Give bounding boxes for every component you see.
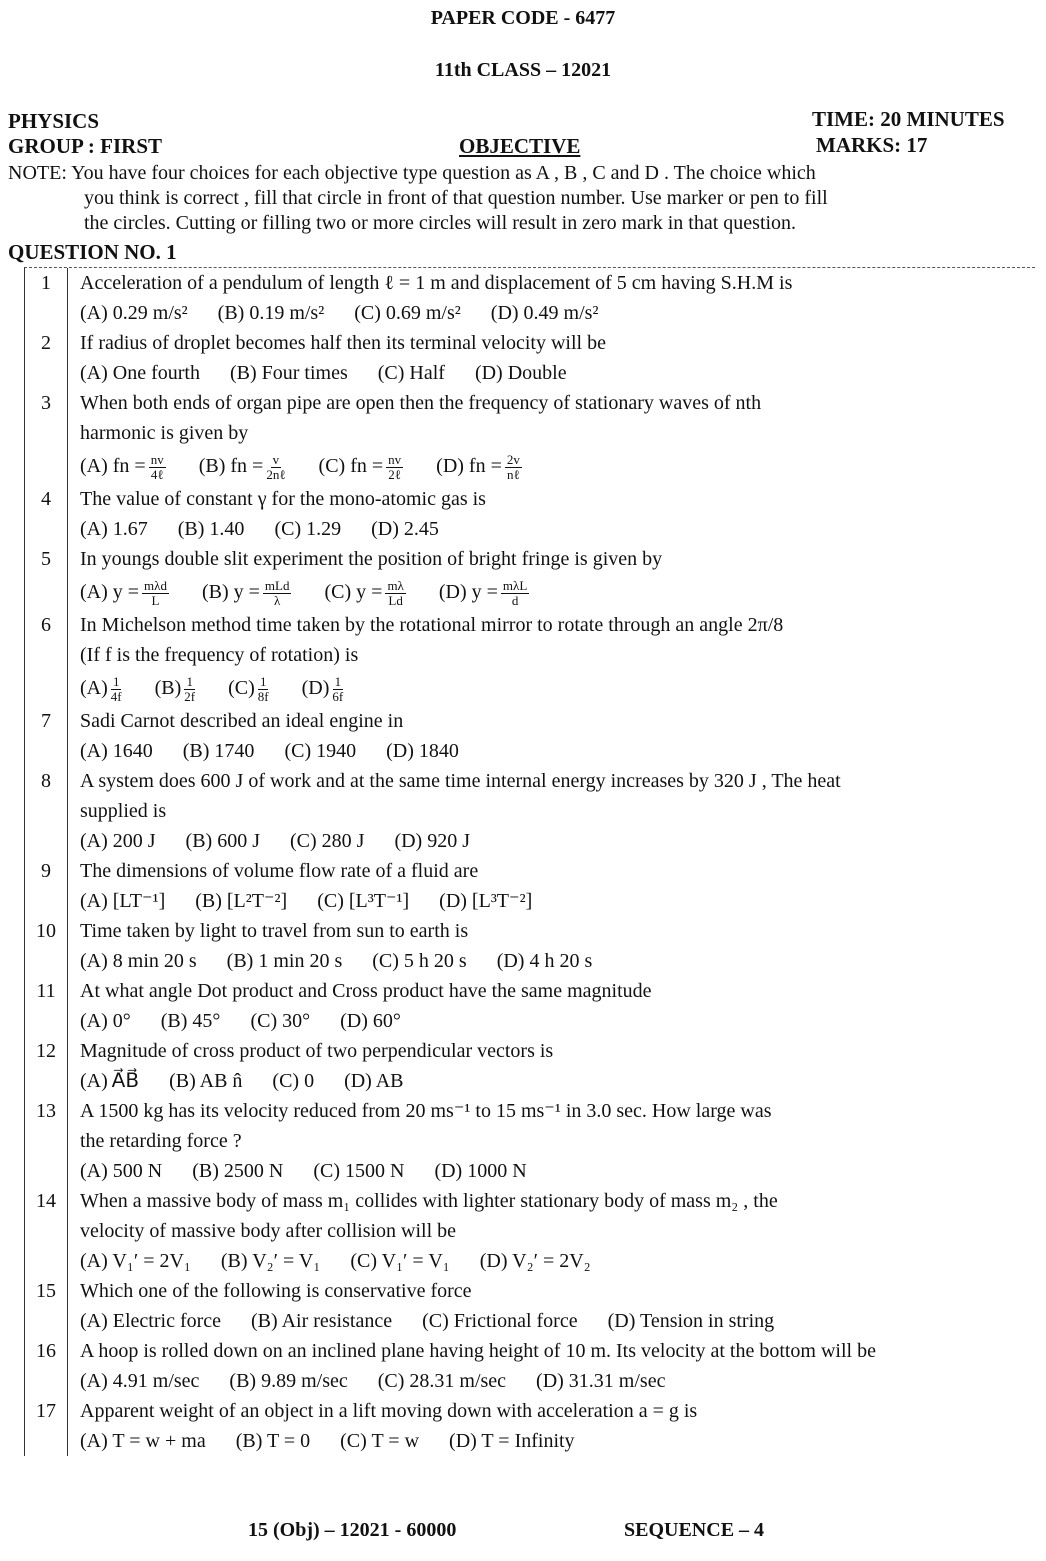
question-number: 8 <box>25 766 68 856</box>
option-label: (D) y = <box>438 581 498 603</box>
option-a <box>80 946 197 976</box>
numerator: 1 <box>186 673 193 689</box>
question-number: 14 <box>25 1186 68 1276</box>
option-b <box>251 1306 392 1336</box>
option-b <box>183 736 255 766</box>
question-row <box>25 484 1035 544</box>
question-number: 10 <box>25 916 68 976</box>
option-a <box>80 1426 206 1456</box>
fraction <box>263 579 292 608</box>
question-text: The dimensions of volume flow rate of a fluid are <box>80 860 479 882</box>
question-text: A system does 600 J of work and at the same time internal energy increases by 320 J , The heat <box>80 770 841 792</box>
option-b <box>192 1156 283 1186</box>
question-number: 6 <box>25 610 68 706</box>
fraction <box>332 675 343 704</box>
question-text: (If f is the frequency of rotation) is <box>80 644 359 666</box>
option-a <box>80 736 153 766</box>
option-label: (A) 0.29 m/s² <box>80 302 188 324</box>
option-label: (A) 1640 <box>80 740 153 762</box>
option-label: (D) T = Infinity <box>449 1430 575 1452</box>
question-text: The value of constant γ for the mono-atomic gas is <box>80 488 486 510</box>
numerator: mλd <box>144 577 167 593</box>
note <box>8 161 1008 236</box>
question-text: A hoop is rolled down on an inclined plane having height of 10 m. Its velocity at the bottom will be <box>80 1340 876 1362</box>
option-b <box>218 298 325 328</box>
options <box>80 358 1035 388</box>
option-a <box>80 1306 221 1336</box>
option-d <box>491 298 599 328</box>
question-body <box>68 268 1035 328</box>
denominator: 2ℓ <box>388 466 402 482</box>
option-c <box>422 1306 578 1336</box>
option-label: (D) 0.49 m/s² <box>490 302 599 324</box>
option-label: (D) 920 J <box>394 830 470 852</box>
option-a <box>80 670 125 706</box>
option-label: (C) 1500 N <box>313 1160 405 1182</box>
marks: MARKS: 17 <box>816 133 928 157</box>
option-c <box>324 574 408 610</box>
option-a <box>80 886 165 916</box>
option-label: (A) Electric force <box>80 1310 222 1332</box>
option-label: (B) Four times <box>229 362 348 384</box>
options <box>80 1366 1035 1396</box>
class-title: 11th CLASS – 12021 <box>434 59 612 81</box>
options <box>80 574 1035 610</box>
fraction <box>184 675 195 704</box>
numerator: mLd <box>264 577 290 593</box>
option-label: (A) [LT⁻¹] <box>80 890 166 912</box>
subject: PHYSICS <box>8 109 100 133</box>
option-d <box>497 946 593 976</box>
options <box>80 448 1035 484</box>
question-row <box>25 544 1035 610</box>
question-text: If radius of droplet becomes half then its terminal velocity will be <box>80 332 606 354</box>
question-body <box>68 1036 1035 1096</box>
option-label: (C) 5 h 20 s <box>372 950 467 972</box>
option-label: (D) [L³T⁻²] <box>439 890 533 912</box>
option-label: (C) Frictional force <box>422 1310 578 1332</box>
option-label: (A) T = w + ma <box>80 1430 206 1452</box>
question-text: supplied is <box>80 800 167 822</box>
fraction <box>258 675 269 704</box>
option-d <box>344 1066 403 1096</box>
option-label: (B) 1 min 20 s <box>226 950 343 972</box>
option-b <box>230 358 348 388</box>
numerator: 2v <box>506 451 520 467</box>
question-body <box>68 388 1035 484</box>
option-c <box>313 1156 404 1186</box>
option-label: (A) A⃗B⃗ <box>80 1070 140 1092</box>
option-label: (C) [L³T⁻¹] <box>317 890 410 912</box>
option-a <box>80 826 156 856</box>
option-label: (D) 1000 N <box>434 1160 527 1182</box>
option-b <box>195 886 287 916</box>
question-row <box>25 916 1035 976</box>
question-body <box>68 1336 1035 1396</box>
question-body <box>68 916 1035 976</box>
question-text: When a massive body of mass m₁ collides with lighter stationary body of mass m₂ , the <box>80 1190 778 1212</box>
option-c <box>284 736 356 766</box>
question-row <box>25 1036 1035 1096</box>
option-a <box>80 358 200 388</box>
question-number: 9 <box>25 856 68 916</box>
question-number: 15 <box>25 1276 68 1336</box>
option-label: (D) 4 h 20 s <box>496 950 593 972</box>
question-row <box>25 388 1035 484</box>
option-label: (D) V₂′ = 2V₂ <box>479 1250 591 1272</box>
question-body <box>68 1096 1035 1186</box>
option-label: (C) 1.29 <box>274 518 342 540</box>
denominator: 6f <box>332 688 344 704</box>
option-label: (B) 9.89 m/sec <box>229 1370 348 1392</box>
footer-sequence: SEQUENCE – 4 <box>624 1519 765 1541</box>
denominator: Ld <box>388 592 403 608</box>
question-row <box>25 328 1035 388</box>
numerator: nv <box>150 451 164 467</box>
option-label: (C) V₁′ = V₁ <box>350 1250 450 1272</box>
question-number: 7 <box>25 706 68 766</box>
question-row <box>25 268 1035 328</box>
option-label: (C) 280 J <box>290 830 365 852</box>
question-text: harmonic is given by <box>80 422 249 444</box>
option-d <box>439 886 532 916</box>
option-label: (D) fn = <box>436 455 502 477</box>
numerator: 1 <box>112 673 120 689</box>
question-text: A 1500 kg has its velocity reduced from 20 ms⁻¹ to 15 ms⁻¹ in 3.0 sec. How large was <box>80 1100 772 1122</box>
question-number: 2 <box>25 328 68 388</box>
option-d <box>434 1156 526 1186</box>
note-line: you think is correct , fill that circle in front of that question number. Use marker or pen to fill <box>84 187 828 209</box>
denominator: nℓ <box>506 466 520 482</box>
options <box>80 946 1035 976</box>
option-b <box>202 574 295 610</box>
option-b <box>227 946 343 976</box>
group: GROUP : FIRST <box>8 134 163 158</box>
option-label: (B) y = <box>201 581 260 603</box>
question-text: the retarding force ? <box>80 1130 242 1152</box>
option-label: (B) 600 J <box>185 830 260 852</box>
option-label: (C) fn = <box>318 455 384 477</box>
options <box>80 886 1035 916</box>
question-row <box>25 1186 1035 1276</box>
question-text: Acceleration of a pendulum of length ℓ = 1 m and displacement of 5 cm having S.H.M is <box>80 272 793 294</box>
options <box>80 1426 1035 1456</box>
footer-code: 15 (Obj) – 12021 - 60000 <box>248 1519 457 1541</box>
question-text: In Michelson method time taken by the rotational mirror to rotate through an angle 2π/8 <box>80 614 784 636</box>
numerator: v <box>272 451 280 467</box>
denominator: 2nℓ <box>266 466 286 482</box>
question-body <box>68 976 1035 1036</box>
option-a <box>80 1366 199 1396</box>
option-label: (B) 45° <box>160 1010 221 1032</box>
question-row <box>25 610 1035 706</box>
option-c <box>372 946 466 976</box>
options <box>80 298 1035 328</box>
option-c <box>354 298 461 328</box>
options <box>80 514 1035 544</box>
option-label: (D) Tension in string <box>607 1310 775 1332</box>
question-row <box>25 856 1035 916</box>
option-label: (B) V₂′ = V₁ <box>220 1250 321 1272</box>
time: TIME: 20 MINUTES <box>812 107 1005 131</box>
option-label: (A) 0° <box>80 1010 131 1032</box>
question-number: 13 <box>25 1096 68 1186</box>
fraction <box>501 579 529 608</box>
option-d <box>449 1426 575 1456</box>
paper-code: PAPER CODE - 6477 <box>430 7 616 29</box>
denominator: λ <box>274 592 281 608</box>
option-label: (C) 28.31 m/sec <box>377 1370 507 1392</box>
question-title: QUESTION NO. 1 <box>8 240 177 264</box>
question-row <box>25 976 1035 1036</box>
option-label: (D) <box>301 677 330 699</box>
option-b <box>178 514 245 544</box>
questions-table <box>24 267 1035 1456</box>
option-a <box>80 514 148 544</box>
options <box>80 670 1035 706</box>
option-b <box>221 1246 320 1276</box>
question-row <box>25 1096 1035 1186</box>
option-label: (A) V₁′ = 2V₁ <box>80 1250 191 1272</box>
option-label: (A) y = <box>80 581 140 603</box>
denominator: 4ℓ <box>150 466 164 482</box>
option-b <box>186 826 260 856</box>
fraction <box>386 453 403 482</box>
option-b <box>229 1366 347 1396</box>
fraction <box>266 453 285 482</box>
question-row <box>25 1396 1035 1456</box>
option-label: (B) T = 0 <box>235 1430 311 1452</box>
question-text: Magnitude of cross product of two perpendicular vectors is <box>80 1040 554 1062</box>
option-c <box>378 358 445 388</box>
options <box>80 1156 1035 1186</box>
option-a <box>80 1066 139 1096</box>
question-body <box>68 1276 1035 1336</box>
option-label: (D) AB <box>344 1070 404 1092</box>
question-body <box>68 766 1035 856</box>
question-text: Which one of the following is conservative force <box>80 1280 472 1302</box>
section-title: OBJECTIVE <box>459 134 581 158</box>
question-body <box>68 856 1035 916</box>
option-a <box>80 1156 162 1186</box>
option-label: (C) 0.69 m/s² <box>354 302 461 324</box>
option-c <box>274 514 341 544</box>
option-label: (C) 0 <box>272 1070 315 1092</box>
option-b <box>236 1426 310 1456</box>
option-label: (A) One fourth <box>80 362 200 384</box>
option-c <box>378 1366 506 1396</box>
option-label: (B) 2500 N <box>192 1160 284 1182</box>
question-text: velocity of massive body after collision will be <box>80 1220 457 1242</box>
option-label: (B) <box>154 677 182 699</box>
option-d <box>480 1246 591 1276</box>
option-label: (B) AB n̂ <box>169 1070 243 1092</box>
option-label: (D) Double <box>474 362 567 384</box>
question-number: 1 <box>25 268 68 328</box>
option-label: (A) 4.91 m/sec <box>80 1370 200 1392</box>
question-text: Apparent weight of an object in a lift moving down with acceleration a = g is <box>80 1400 698 1422</box>
denominator: 4f <box>110 688 122 704</box>
option-label: (B) 1.40 <box>177 518 245 540</box>
option-b <box>169 1066 242 1096</box>
option-label: (C) <box>228 677 255 699</box>
question-body <box>68 1396 1035 1456</box>
fraction <box>111 675 122 704</box>
option-d <box>536 1366 665 1396</box>
option-c <box>250 1006 310 1036</box>
option-label: (A) 200 J <box>80 830 156 852</box>
options <box>80 1306 1035 1336</box>
question-number: 12 <box>25 1036 68 1096</box>
denominator: 2f <box>184 688 196 704</box>
note-line: NOTE: You have four choices for each objective type question as A , B , C and D . The choice which <box>8 162 816 184</box>
question-text: At what angle Dot product and Cross product have the same magnitude <box>80 980 652 1002</box>
option-label: (A) 1.67 <box>80 518 148 540</box>
numerator: 1 <box>334 673 342 689</box>
option-d <box>436 448 525 484</box>
option-c <box>317 886 409 916</box>
option-a <box>80 448 169 484</box>
option-label: (C) y = <box>324 581 383 603</box>
option-label: (A) fn = <box>80 455 146 477</box>
question-row <box>25 1276 1035 1336</box>
options <box>80 736 1035 766</box>
option-c <box>272 1066 314 1096</box>
numerator: 1 <box>259 673 267 689</box>
option-a <box>80 574 172 610</box>
numerator: mλL <box>502 577 528 593</box>
option-d <box>302 670 347 706</box>
question-body <box>68 1186 1035 1276</box>
question-body <box>68 544 1035 610</box>
denominator: L <box>151 592 160 608</box>
option-label: (D) 31.31 m/sec <box>536 1370 666 1392</box>
fraction <box>505 453 522 482</box>
option-c <box>350 1246 449 1276</box>
option-c <box>290 826 364 856</box>
option-label: (B) 1740 <box>182 740 255 762</box>
numerator: mλ <box>387 577 404 593</box>
option-d <box>439 574 532 610</box>
options <box>80 1066 1035 1096</box>
option-label: (B) fn = <box>198 455 264 477</box>
question-body <box>68 328 1035 388</box>
question-number: 17 <box>25 1396 68 1456</box>
question-row <box>25 706 1035 766</box>
option-label: (C) 30° <box>250 1010 311 1032</box>
option-a <box>80 298 188 328</box>
note-line: the circles. Cutting or filling two or more circles will result in zero mark in that question. <box>84 212 797 234</box>
options <box>80 826 1035 856</box>
option-d <box>386 736 459 766</box>
option-label: (B) 0.19 m/s² <box>217 302 325 324</box>
question-text: Time taken by light to travel from sun to earth is <box>80 920 469 942</box>
fraction <box>142 579 169 608</box>
option-label: (C) Half <box>377 362 445 384</box>
option-b <box>161 1006 221 1036</box>
option-label: (C) 1940 <box>284 740 357 762</box>
option-label: (D) 2.45 <box>371 518 439 540</box>
option-a <box>80 1246 191 1276</box>
option-c <box>228 670 272 706</box>
fraction <box>385 579 405 608</box>
option-c <box>340 1426 419 1456</box>
option-d <box>394 826 470 856</box>
options <box>80 1246 1035 1276</box>
option-label: (D) 1840 <box>386 740 459 762</box>
question-text: When both ends of organ pipe are open then the frequency of stationary waves of nth <box>80 392 762 414</box>
option-label: (A) <box>80 677 108 699</box>
option-d <box>475 358 567 388</box>
option-b <box>199 448 289 484</box>
question-row <box>25 1336 1035 1396</box>
option-label: (A) 500 N <box>80 1160 163 1182</box>
question-number: 16 <box>25 1336 68 1396</box>
question-number: 4 <box>25 484 68 544</box>
question-text: In youngs double slit experiment the position of bright fringe is given by <box>80 548 663 570</box>
question-number: 5 <box>25 544 68 610</box>
numerator: nv <box>388 451 402 467</box>
question-body <box>68 484 1035 544</box>
option-c <box>319 448 407 484</box>
question-number: 3 <box>25 388 68 484</box>
option-label: (B) Air resistance <box>251 1310 393 1332</box>
denominator: 8f <box>257 688 269 704</box>
option-label: (B) [L²T⁻²] <box>195 890 288 912</box>
option-label: (C) T = w <box>340 1430 420 1452</box>
denominator: d <box>511 592 519 608</box>
fraction <box>149 453 166 482</box>
option-d <box>608 1306 775 1336</box>
question-body <box>68 610 1035 706</box>
option-label: (A) 8 min 20 s <box>80 950 197 972</box>
option-label: (D) 60° <box>340 1010 401 1032</box>
option-d <box>340 1006 401 1036</box>
question-body <box>68 706 1035 766</box>
option-a <box>80 1006 131 1036</box>
option-d <box>371 514 439 544</box>
question-row <box>25 766 1035 856</box>
options <box>80 1006 1035 1036</box>
option-b <box>155 670 199 706</box>
question-number: 11 <box>25 976 68 1036</box>
question-text: Sadi Carnot described an ideal engine in <box>80 710 404 732</box>
